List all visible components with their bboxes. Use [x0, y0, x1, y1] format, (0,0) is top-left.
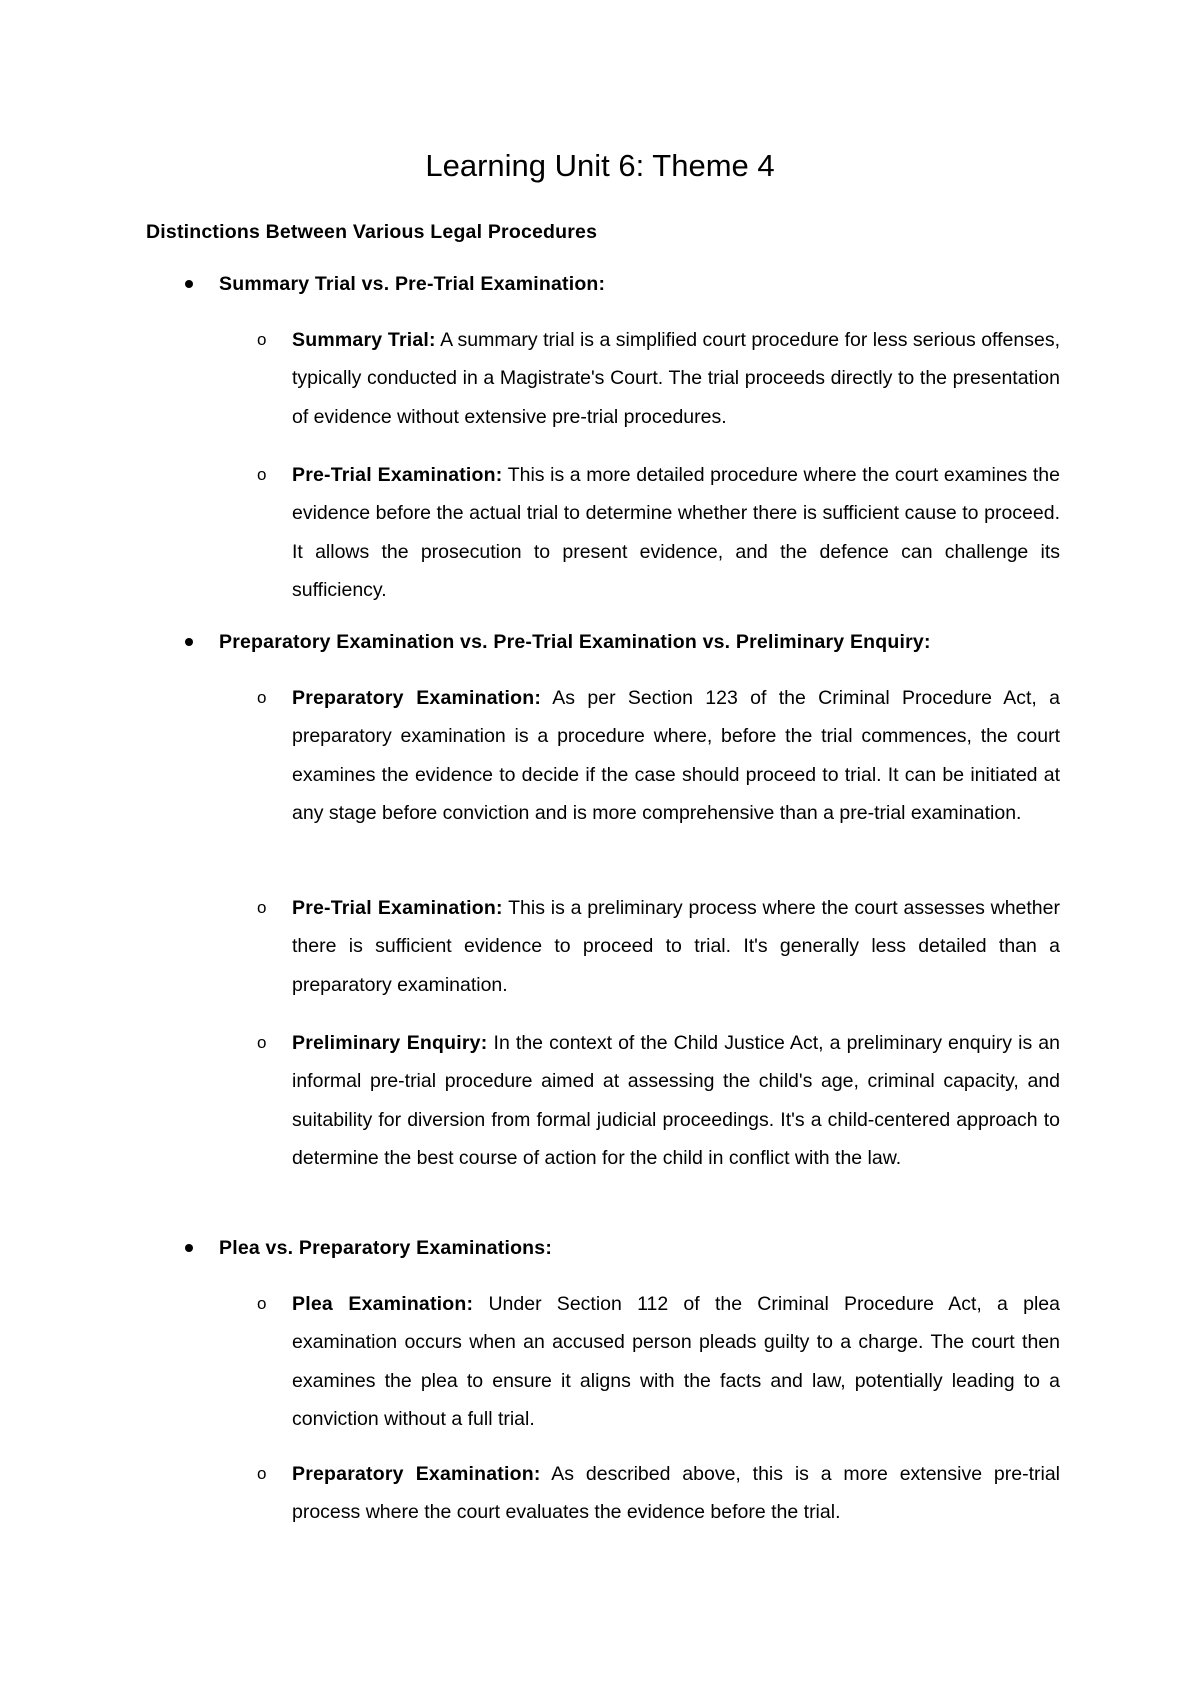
bullet-dot-icon — [185, 638, 193, 646]
term-description: This is a preliminary process where the court assesses whether there is sufficient evidence to proceed to trial. It's generally less detailed than a preparatory examination. — [292, 897, 1060, 996]
term-label: Pre-Trial Examination: — [292, 897, 503, 919]
list-item-text — [292, 889, 1060, 1004]
term-description: A summary trial is a simplified court procedure for less serious offenses, typically conducted in a Magistrate's Court. The trial proceeds directly to the presentation of evidence without extensive pre-trial procedures. — [292, 329, 1060, 428]
list-item-text — [292, 1024, 1060, 1177]
term-label: Pre-Trial Examination: — [292, 464, 503, 486]
bullet-label: Plea vs. Preparatory Examinations: — [219, 1237, 553, 1259]
term-label: Preliminary Enquiry: — [292, 1032, 488, 1054]
section-heading: Distinctions Between Various Legal Procedures — [146, 221, 598, 243]
sub-bullet-marker: o — [257, 688, 267, 707]
page-title: Learning Unit 6: Theme 4 — [425, 148, 775, 183]
sub-bullet-marker: o — [257, 1033, 267, 1052]
bullet-label: Summary Trial vs. Pre-Trial Examination: — [219, 273, 606, 295]
list-item-text — [292, 1455, 1060, 1532]
sub-bullet-marker: o — [257, 330, 267, 349]
sub-bullet-marker: o — [257, 1294, 267, 1313]
bullet-label: Preparatory Examination vs. Pre-Trial Examination vs. Preliminary Enquiry: — [219, 631, 931, 653]
term-description: This is a more detailed procedure where the court examines the evidence before the actual trial to determine whether there is sufficient cause to proceed. It allows the prosecution to present evidence, and the defence can challenge its sufficiency. — [292, 464, 1060, 601]
bullet-preparatory-vs-pretrial-vs-preliminary — [0, 627, 1200, 657]
term-label: Preparatory Examination: — [292, 687, 542, 709]
term-label: Summary Trial: — [292, 329, 436, 351]
term-label: Plea Examination: — [292, 1293, 474, 1315]
term-description: As described above, this is a more extensive pre-trial process where the court evaluates the evidence before the trial. — [292, 1463, 1061, 1524]
bullet-dot-icon — [185, 280, 193, 288]
bullet-plea-vs-preparatory — [0, 1233, 1200, 1263]
list-item-text — [292, 456, 1060, 609]
term-description: In the context of the Child Justice Act, a preliminary enquiry is an informal pre-trial procedure aimed at assessing the child's age, criminal capacity, and suitability for diversion from formal judicial proceedings. It's a child-centered approach to determine the best course of action for the child in conflict with the law. — [292, 1032, 1060, 1169]
list-item-text — [292, 321, 1060, 436]
term-description: Under Section 112 of the Criminal Procedure Act, a plea examination occurs when an accused person pleads guilty to a charge. The court then examines the plea to ensure it aligns with the facts and law, potentially leading to a conviction without a full trial. — [292, 1293, 1060, 1430]
sub-bullet-marker: o — [257, 898, 267, 917]
term-description: As per Section 123 of the Criminal Procedure Act, a preparatory examination is a procedure where, before the trial commences, the court examines the evidence to decide if the case should proceed to trial. It can be initiated at any stage before conviction and is more comprehensive than a pre-trial examination. — [292, 687, 1061, 824]
list-item-text — [292, 1285, 1060, 1438]
bullet-dot-icon — [185, 1244, 193, 1252]
list-item-text — [292, 679, 1060, 832]
bullet-summary-vs-pretrial — [0, 269, 1200, 299]
term-label: Preparatory Examination: — [292, 1463, 541, 1485]
sub-bullet-marker: o — [257, 1464, 267, 1483]
sub-bullet-marker: o — [257, 465, 267, 484]
